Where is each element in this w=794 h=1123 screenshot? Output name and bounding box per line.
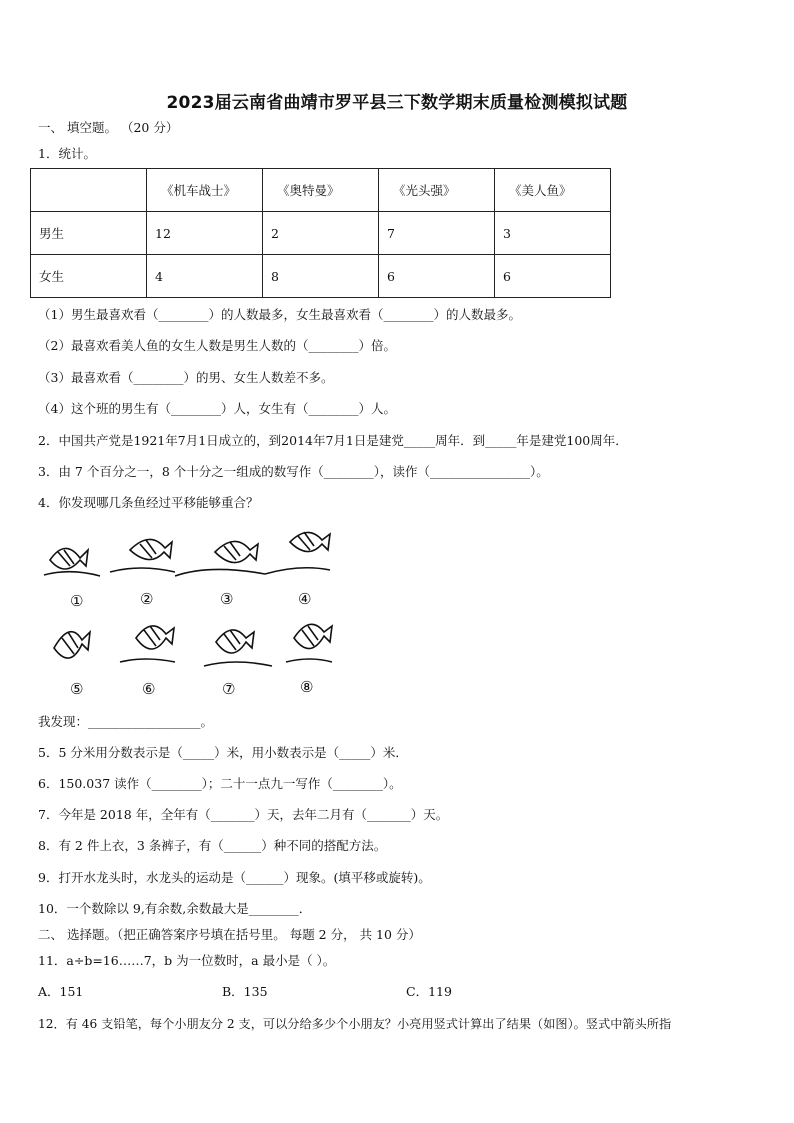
fish-icon [204, 630, 272, 666]
table-header-cell: 《光头强》 [379, 169, 495, 212]
table-cell: 4 [147, 255, 263, 298]
table-header-cell: 《美人鱼》 [495, 169, 611, 212]
question-11-option-c: C．119 [406, 984, 452, 999]
fish-label: ⑦ [222, 680, 236, 698]
table-cell: 女生 [31, 255, 147, 298]
page-title: 2023届云南省曲靖市罗平县三下数学期末质量检测模拟试题 [166, 93, 628, 113]
question-6: 6．150.037 读作（________）；二十一点九一写作（________）。 [38, 776, 402, 791]
fish-icon [286, 624, 332, 662]
table-row [31, 255, 611, 298]
question-11-option-a: A．151 [38, 984, 84, 999]
table-header-cell [31, 169, 147, 212]
fish-label: ⑤ [70, 680, 84, 698]
table-cell: 12 [147, 212, 263, 255]
question-4-answer: 我发现：__________________。 [38, 714, 214, 729]
question-7: 7．今年是 2018 年，全年有（_______）天，去年二月有（_______）天。 [38, 807, 449, 822]
fish-label: ② [140, 590, 154, 608]
table-cell: 8 [263, 255, 379, 298]
table-cell: 7 [379, 212, 495, 255]
fish-label: ③ [220, 590, 234, 608]
fish-icon [110, 539, 175, 572]
question-10: 10．一个数除以 9,有余数,余数最大是________． [38, 901, 312, 916]
statistics-table [30, 168, 611, 298]
question-4: 4．你发现哪几条鱼经过平移能够重合？ [38, 495, 259, 510]
fish-translation-figure [40, 520, 340, 700]
fish-icon [175, 541, 265, 576]
question-5: 5．5 分米用分数表示是（_____）米，用小数表示是（_____）米． [38, 745, 408, 760]
table-cell: 2 [263, 212, 379, 255]
question-9: 9．打开水龙头时，水龙头的运动是（______）现象。(填平移或旋转)。 [38, 870, 431, 885]
table-header-row [31, 169, 611, 212]
question-2: 2．中国共产党是1921年7月1日成立的，到2014年7月1日是建党_____周年．到_____年是建党100周年． [38, 433, 628, 448]
fish-icon [54, 632, 90, 658]
table-header-cell: 《奥特曼》 [263, 169, 379, 212]
fish-label: ⑥ [142, 680, 156, 698]
question-1-part-1: （1）男生最喜欢看（________）的人数最多，女生最喜欢看（________）的人数最多。 [38, 307, 521, 322]
fish-icon [120, 626, 175, 662]
question-1-part-3: （3）最喜欢看（________）的男、女生人数差不多。 [38, 370, 334, 385]
table-row [31, 212, 611, 255]
fish-label: ④ [298, 590, 312, 608]
question-12: 12．有 46 支铅笔，每个小朋友分 2 支，可以分给多少个小朋友？小亮用竖式计算出了结果（如图）。竖式中箭头所指 [38, 1017, 672, 1031]
question-1-part-2: （2）最喜欢看美人鱼的女生人数是男生人数的（________）倍。 [38, 338, 396, 353]
table-cell: 6 [379, 255, 495, 298]
table-cell: 6 [495, 255, 611, 298]
question-1-stem: 1．统计。 [38, 146, 96, 161]
table-cell: 男生 [31, 212, 147, 255]
fish-label: ⑧ [300, 678, 314, 696]
table-header-cell: 《机车战士》 [147, 169, 263, 212]
question-11: 11．a÷b=16……7，b 为一位数时，a 最小是（ ）。 [38, 953, 336, 968]
question-8: 8．有 2 件上衣，3 条裤子，有（______）种不同的搭配方法。 [38, 838, 387, 853]
question-11-option-b: B．135 [222, 984, 268, 999]
fish-icon [44, 548, 100, 576]
section-heading-fill-blank: 一、 填空题。 （20 分） [38, 120, 179, 135]
fish-label: ① [70, 592, 84, 610]
question-3: 3．由 7 个百分之一，8 个十分之一组成的数写作（________），读作（________________）。 [38, 464, 549, 479]
question-1-part-4: （4）这个班的男生有（________）人，女生有（________）人。 [38, 401, 396, 416]
fish-icon [265, 532, 330, 574]
table-cell: 3 [495, 212, 611, 255]
section-heading-multiple-choice: 二、 选择题。（把正确答案序号填在括号里。 每题 2 分， 共 10 分） [38, 927, 421, 942]
